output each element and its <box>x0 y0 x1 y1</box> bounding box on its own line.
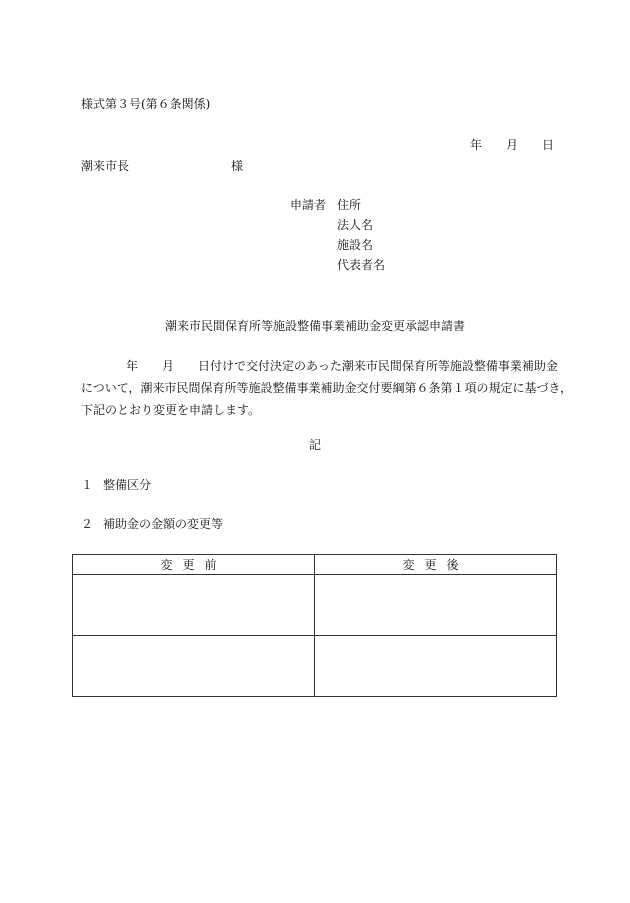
table-row <box>73 575 557 636</box>
applicant-field-representative: 代表者名 <box>337 258 386 272</box>
document-title: 潮来市民間保育所等施設整備事業補助金変更承認申請書 <box>164 319 465 333</box>
cell-after-1[interactable] <box>315 575 557 636</box>
date-year-label: 年 <box>470 138 483 152</box>
item-1 <box>81 478 151 492</box>
body-line-1-rest: 日付けで交付決定のあった潮来市民間保育所等施設整備事業補助金 <box>198 359 558 373</box>
cell-after-2[interactable] <box>315 636 557 697</box>
header-after: 変更後 <box>315 555 557 575</box>
item-2-number: ２ <box>81 517 94 531</box>
item-1-number: １ <box>81 478 94 492</box>
ki-heading: 記 <box>308 438 321 452</box>
body-text <box>81 355 573 421</box>
applicant-field-facility: 施設名 <box>337 238 374 252</box>
body-line-1 <box>81 355 556 377</box>
cell-before-1[interactable] <box>73 575 315 636</box>
item-1-label: 整備区分 <box>103 478 152 492</box>
item-2 <box>81 517 223 531</box>
body-line-2: について，潮来市民間保育所等施設整備事業補助金交付要綱第６条第１項の規定に基づき， <box>81 381 573 395</box>
body-line-3: 下記のとおり変更を申請します。 <box>81 403 261 417</box>
applicant-field-address: 住所 <box>337 198 362 212</box>
addressee-honorific: 様 <box>231 159 244 173</box>
applicant-fields <box>337 198 385 278</box>
change-table <box>72 554 557 697</box>
addressee <box>81 159 244 173</box>
body-year-label: 年 <box>126 359 139 373</box>
body-month-label: 月 <box>162 359 175 373</box>
date-month-label: 月 <box>506 138 519 152</box>
change-table-header-row <box>73 555 557 575</box>
table-row <box>73 636 557 697</box>
form-number: 様式第３号(第６条関係) <box>81 97 211 111</box>
date-day-label: 日 <box>542 138 555 152</box>
applicant-field-corporation: 法人名 <box>337 218 374 232</box>
cell-before-2[interactable] <box>73 636 315 697</box>
applicant-label: 申請者 <box>290 198 327 212</box>
item-2-label: 補助金の金額の変更等 <box>103 517 224 531</box>
header-before: 変更前 <box>73 555 315 575</box>
addressee-name: 潮来市長 <box>81 159 130 173</box>
date-line <box>470 138 554 152</box>
